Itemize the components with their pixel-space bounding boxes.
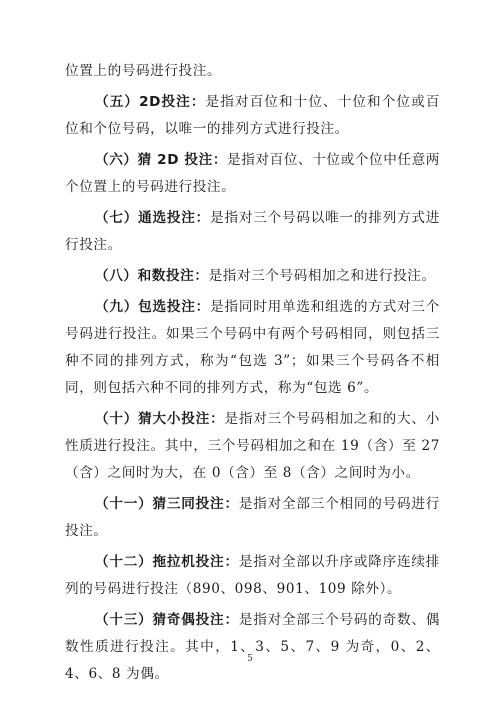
clause-number: （五）	[95, 94, 140, 110]
clause-paragraph	[65, 607, 440, 688]
document-body	[65, 58, 440, 692]
clause-number: （十）	[95, 411, 139, 427]
clause-term: 猜大小投注：	[138, 411, 225, 427]
clause-term: 猜三同投注：	[152, 496, 239, 512]
clause-text: 是指对全部三个号码的奇数、偶数性质进行投注。其中，1、3、5、7、9 为奇，0、2、4、6、8 为偶。	[65, 612, 440, 682]
clause-text: 是指对百位、十位或个位中任意两个位置上的号码进行投注。	[65, 152, 441, 195]
clause-term: 包选投注：	[138, 299, 211, 315]
clause-number: （十二）	[95, 554, 153, 570]
clause-text: 是指对全部三个相同的号码进行投注。	[65, 496, 440, 539]
clause-paragraph	[65, 147, 440, 201]
clause-paragraph	[65, 263, 440, 290]
clause-text: 是指对百位和十位、十位和个位或百位和个位号码，以唯一的排列方式进行投注。	[65, 94, 440, 137]
clause-number: （十一）	[95, 496, 153, 512]
paragraph-list	[65, 89, 440, 688]
clause-term: 猜奇偶投注：	[152, 612, 239, 628]
page-number: 5	[247, 654, 253, 664]
clause-paragraph	[65, 205, 440, 259]
clause-term: 2D投注：	[139, 94, 206, 110]
clause-number: （九）	[95, 299, 139, 315]
clause-number: （六）	[95, 152, 138, 168]
clause-number: （十三）	[95, 612, 153, 628]
clause-paragraph	[65, 294, 440, 402]
continuation-paragraph: 位置上的号码进行投注。	[65, 63, 222, 79]
clause-term: 通选投注：	[138, 210, 211, 226]
clause-text: 是指对三个号码相加之和进行投注。	[208, 268, 436, 284]
clause-term: 和数投注：	[137, 268, 209, 284]
clause-term: 猜 2D 投注：	[137, 152, 228, 168]
clause-term: 拖拉机投注：	[152, 554, 239, 570]
clause-paragraph	[65, 491, 440, 545]
clause-paragraph	[65, 406, 440, 487]
clause-paragraph	[65, 549, 440, 603]
clause-text: 是指对三个号码相加之和的大、小性质进行投注。其中，三个号码相加之和在 19（含）至 27（含）之间时为大，在 0（含）至 8（含）之间时为小。	[65, 411, 440, 481]
clause-text: 是指同时用单选和组选的方式对三个号码进行投注。如果三个号码中有两个号码相同，则包括三种不同的排列方式，称为“包选 3”；如果三个号码各不相同，则包括六种不同的排列方式，称为“包选 6”。	[65, 299, 440, 396]
clause-number: （七）	[95, 210, 139, 226]
clause-paragraph	[65, 89, 440, 143]
clause-text: 是指对三个号码以唯一的排列方式进行投注。	[65, 210, 440, 253]
clause-text: 是指对全部以升序或降序连续排列的号码进行投注（890、098、901、109 除外）。	[65, 554, 440, 597]
clause-number: （八）	[95, 268, 138, 284]
